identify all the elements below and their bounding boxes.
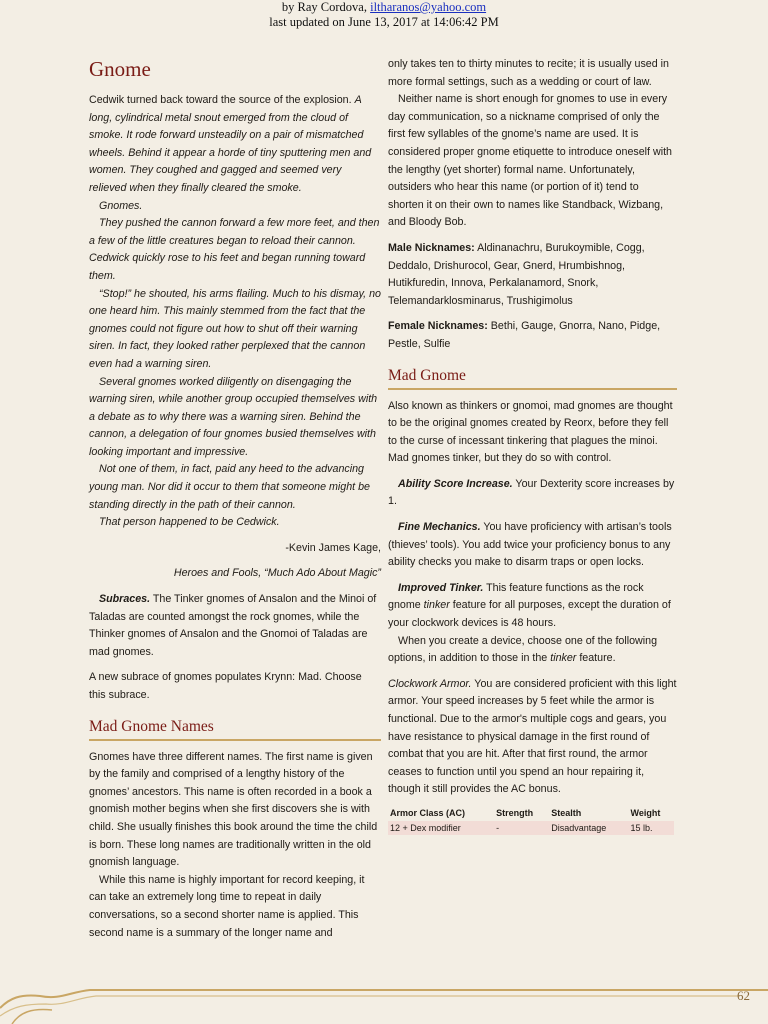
story-paragraph: They pushed the cannon forward a few more feet, and then a few of the little creatures began to reload their cannon. Cedwick quickly rose to his feet and began running toward them. [89, 217, 380, 282]
story-paragraph: “Stop!” he shouted, his arms flailing. Much to his dismay, no one heard him. This mainly stemmed from the fact that the gnomes could not figure out how to shut off their warning siren. In fact, they looked rather perplexed that the cannon even had a warning siren. [89, 287, 381, 370]
female-nicknames: Female Nicknames: Bethi, Gauge, Gnorra, Nano, Pidge, Pestle, Sulfie [388, 320, 661, 350]
attribution-source: Heroes and Fools, “Much Ado About Magic” [173, 567, 381, 580]
table-cell: 12 + Dex modifier [388, 821, 494, 835]
page-header [0, 0, 768, 29]
names-paragraph-1: Gnomes have three different names. The first name is given by the family and comprised of a lengthy history of the gnomes’ ancestors. This name is often recorded in a book a gnomish mother begins when she first discovers she is with child. She usually finishes this book around the time the child is born. These long names are traditionally written in the old gnomish language. [89, 750, 378, 869]
story-paragraph: Several gnomes worked diligently on disengaging the warning siren, while another group occupied themselves with a debate as to why there was a warning siren. Behind the cannon, a delegation of four gnomes busied themselves with looking important and impressive. [89, 375, 378, 458]
table-cell: 15 lb. [629, 821, 674, 835]
section-title: Gnome [89, 57, 151, 81]
attribution-author: -Kevin James Kage, [285, 541, 381, 554]
table-header: Strength [496, 807, 534, 818]
clockwork-armor-paragraph: Clockwork Armor. You are considered proficient with this light armor. Your speed increases by 5 feet while the armor is functional. Due to the armor's multiple cogs and gears, you have resistance to physical damage in the first round of combat that you are hit. After that first round, the armor ceases to function until you spend an hour repairing it, though it still provides the AC bonus. [388, 677, 677, 796]
table-header: Weight [630, 807, 661, 818]
table-header-row [388, 805, 674, 821]
names-paragraph-2: While this name is highly important for record keeping, it can take an extremely long time to repeat in daily conversations, so a second shorter name is applied. This second name is a summary of the longer name and [89, 873, 365, 939]
device-options-paragraph: When you create a device, choose one of the following options, in addition to those in the tinker feature. [388, 634, 658, 665]
story-paragraph: Gnomes. [99, 199, 143, 212]
table-header: Stealth [551, 807, 582, 818]
table-row [388, 821, 674, 835]
page-border-flourish-icon [0, 964, 768, 1024]
armor-table [388, 805, 674, 835]
subraces-paragraph: Subraces. The Tinker gnomes of Ansalon and the Minoi of Taladas are counted amongst the rock gnomes, while the Thinker gnomes of Ansalon and the Gnomoi of Taladas are mad gnomes. [89, 593, 377, 658]
nickname-paragraph: Neither name is short enough for gnomes to use in every day communication, so a nickname comprised of only the first few syllables of the gnome’s name are used. It is considered proper gnome etiquette to introduce oneself with the lengthy (yet shorter) formal name. Unfortunately, outsiders who hear this name (or portion of it) tend to shorten it on their own to names like Standback, Wizbang, and Bloody Bob. [388, 93, 672, 229]
story-paragraph: Not one of them, in fact, paid any heed to the advancing young man. Nor did it occur to them that someone might be standing directly in the path of their cannon. [89, 463, 370, 511]
fine-mechanics-trait: Fine Mechanics. You have proficiency with artisan’s tools (thieves’ tools). You add twice your proficiency bonus to any ability checks you make to disarm traps or open locks. [388, 521, 672, 569]
mad-gnome-heading: Mad Gnome [388, 366, 677, 390]
mad-gnome-paragraph: Also known as thinkers or gnomoi, mad gnomes are thought to be the original gnomes created by Reorx, before they fell to the curse of incessant tinkering that plagues the minoi. Mad gnomes tinker, but they do so with control. [388, 399, 673, 465]
continued-paragraph: only takes ten to thirty minutes to recite; it is usually used in more formal settings, such as a wedding or court of law. [388, 58, 669, 88]
right-column [388, 56, 677, 835]
story-paragraph: That person happened to be Cedwick. [99, 516, 280, 529]
ability-score-trait: Ability Score Increase. Your Dexterity score increases by 1. [388, 477, 675, 508]
table-header: Armor Class (AC) [390, 807, 466, 818]
intro-paragraph: Cedwik turned back toward the source of the explosion. A long, cylindrical metal snout emerged from the cloud of smoke. It rode forward unsteadily on a pair of mismatched wheels. Behind it appear a horde of tiny sputtering men and women. They coughed and gagged and seemed very relieved when they finally cleared the smoke. [89, 94, 372, 194]
last-updated: last updated on June 13, 2017 at 14:06:42 PM [269, 14, 499, 29]
author-email-link[interactable]: iltharanos@yahoo.com [370, 0, 487, 14]
table-cell: - [494, 821, 549, 835]
left-column [89, 56, 381, 942]
new-subrace-paragraph: A new subrace of gnomes populates Krynn: Mad. Choose this subrace. [89, 671, 362, 701]
names-heading: Mad Gnome Names [89, 717, 381, 741]
byline: by Ray Cordova, [281, 0, 371, 14]
page-number: 62 [737, 988, 750, 1003]
male-nicknames: Male Nicknames: Aldinanachru, Burukoymible, Cogg, Deddalo, Drishurocol, Gear, Gnerd, Hrumbishnog, Hutikfuredin, Innova, Perkalanamord, Snork, Telemandarklosminarus, Trushigimolus [388, 241, 645, 307]
improved-tinker-trait: Improved Tinker. This feature functions as the rock gnome tinker feature for all purposes, except the duration of your clockwork devices is 48 hours. [388, 581, 671, 630]
table-cell: Disadvantage [549, 821, 628, 835]
